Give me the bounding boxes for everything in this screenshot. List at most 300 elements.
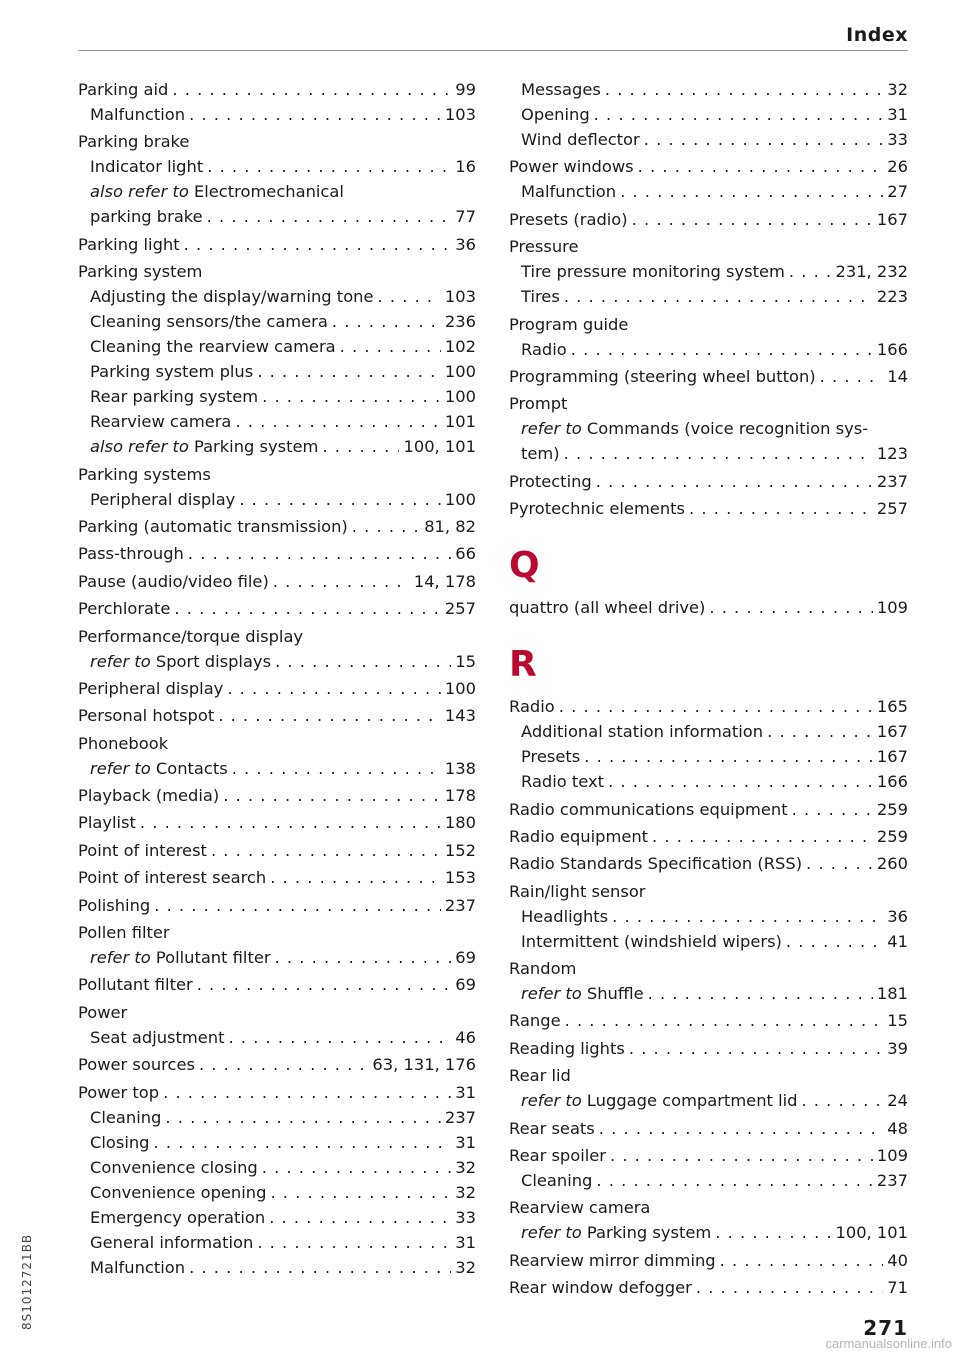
dot-leader bbox=[270, 868, 441, 887]
page-reference: 257 bbox=[876, 499, 908, 519]
cross-reference-label: refer to bbox=[90, 651, 151, 671]
dot-leader bbox=[820, 367, 884, 386]
page-reference: 24 bbox=[887, 1091, 908, 1111]
index-entry bbox=[78, 256, 476, 281]
dot-leader bbox=[223, 786, 441, 805]
page-reference: 14, 178 bbox=[413, 571, 476, 591]
page-reference: 32 bbox=[455, 1182, 476, 1202]
index-term: Rearview mirror dimming bbox=[509, 1250, 716, 1270]
index-subentry bbox=[509, 176, 908, 201]
index-term: Pause (audio/video file) bbox=[78, 571, 269, 591]
dot-leader bbox=[608, 772, 873, 791]
dot-leader bbox=[599, 1119, 883, 1138]
dot-leader bbox=[648, 984, 873, 1003]
index-subentry bbox=[78, 431, 476, 456]
index-term: Radio communications equipment bbox=[509, 799, 788, 819]
page-reference: 31 bbox=[455, 1132, 476, 1152]
index-subentry bbox=[509, 74, 908, 99]
cross-reference-label: also refer to bbox=[90, 182, 189, 202]
document-code: 8S1012721BB bbox=[20, 1233, 34, 1330]
dot-leader bbox=[610, 1146, 873, 1165]
index-term: Luggage compartment lid bbox=[586, 1091, 798, 1111]
index-subentry bbox=[78, 281, 476, 306]
index-term: Pressure bbox=[509, 237, 579, 257]
index-subentry bbox=[78, 1202, 476, 1227]
index-term: Parking system bbox=[78, 262, 203, 282]
page-reference: 33 bbox=[887, 130, 908, 149]
index-term: Rear parking system bbox=[90, 387, 259, 407]
page-reference: 39 bbox=[887, 1038, 908, 1058]
dot-leader bbox=[565, 1011, 884, 1030]
index-entry bbox=[509, 953, 908, 978]
page-reference: 260 bbox=[876, 854, 908, 874]
dot-leader bbox=[218, 706, 441, 725]
index-term: Sport displays bbox=[155, 651, 272, 671]
dot-leader bbox=[632, 210, 873, 229]
index-subentry bbox=[78, 356, 476, 381]
dot-leader bbox=[564, 287, 873, 306]
index-term: Messages bbox=[521, 80, 601, 99]
dot-leader bbox=[720, 1251, 884, 1270]
index-subentry bbox=[509, 281, 908, 306]
index-entry bbox=[509, 1140, 908, 1165]
index-term: Power windows bbox=[509, 157, 634, 177]
index-term: Intermittent (windshield wipers) bbox=[521, 931, 782, 951]
index-subentry bbox=[78, 306, 476, 331]
dot-leader bbox=[352, 517, 420, 536]
page-header-title: Index bbox=[846, 24, 908, 46]
page-reference: 167 bbox=[876, 722, 908, 742]
page-reference: 15 bbox=[455, 651, 476, 671]
dot-leader bbox=[629, 1039, 883, 1058]
index-subentry bbox=[78, 1227, 476, 1252]
dot-leader bbox=[709, 598, 873, 617]
index-entry bbox=[78, 890, 476, 915]
page-reference: 15 bbox=[887, 1011, 908, 1031]
dot-leader bbox=[140, 813, 441, 832]
watermark: carmanualsonline.info bbox=[825, 1336, 952, 1351]
dot-leader bbox=[211, 841, 441, 860]
index-term: Wind deflector bbox=[521, 130, 640, 149]
index-column-left bbox=[78, 74, 476, 1277]
index-term: Contacts bbox=[155, 758, 228, 778]
index-entry bbox=[509, 876, 908, 901]
cross-reference-label: refer to bbox=[90, 758, 151, 778]
page-reference: 180 bbox=[444, 813, 476, 833]
dot-leader bbox=[273, 572, 410, 591]
index-subentry bbox=[78, 331, 476, 356]
index-entry bbox=[509, 493, 908, 518]
page-reference: 237 bbox=[876, 1171, 908, 1191]
index-term: Radio bbox=[509, 697, 555, 717]
dot-leader bbox=[571, 340, 873, 359]
index-term: Rear spoiler bbox=[509, 1146, 606, 1166]
index-subentry bbox=[78, 1127, 476, 1152]
dot-leader bbox=[197, 975, 452, 994]
index-term: Polishing bbox=[78, 895, 151, 915]
dot-leader bbox=[229, 1028, 452, 1047]
page-reference: 138 bbox=[444, 758, 476, 778]
page-reference: 152 bbox=[444, 840, 476, 860]
index-term: Malfunction bbox=[90, 105, 186, 124]
index-term: Radio Standards Specification (RSS) bbox=[509, 854, 803, 874]
index-term: Cleaning bbox=[90, 1107, 162, 1127]
page-reference: 100 bbox=[444, 489, 476, 509]
page-reference: 143 bbox=[444, 706, 476, 726]
dot-leader bbox=[638, 157, 884, 176]
dot-leader bbox=[715, 1223, 831, 1242]
page-reference: 100, 101 bbox=[835, 1223, 908, 1243]
dot-leader bbox=[689, 499, 873, 518]
dot-leader bbox=[262, 1158, 452, 1177]
dot-leader bbox=[340, 337, 441, 356]
page-number: 271 bbox=[863, 1316, 908, 1340]
dot-leader bbox=[207, 207, 452, 226]
index-entry bbox=[78, 969, 476, 994]
index-term: Performance/torque display bbox=[78, 626, 304, 646]
page-reference: 181 bbox=[876, 984, 908, 1004]
index-entry bbox=[78, 728, 476, 753]
page-reference: 223 bbox=[876, 287, 908, 307]
cross-reference-label: also refer to bbox=[90, 437, 189, 457]
index-term: Rain/light sensor bbox=[509, 881, 646, 901]
index-term: Parking aid bbox=[78, 80, 169, 99]
page-reference: 40 bbox=[887, 1250, 908, 1270]
index-term: Power top bbox=[78, 1082, 160, 1102]
index-term: Perchlorate bbox=[78, 599, 171, 619]
index-term: Random bbox=[509, 959, 577, 979]
index-entry bbox=[509, 1033, 908, 1058]
dot-leader bbox=[564, 444, 873, 463]
index-entry bbox=[78, 700, 476, 725]
index-subentry bbox=[78, 381, 476, 406]
index-entry bbox=[509, 592, 908, 617]
page-reference: 14 bbox=[887, 366, 908, 386]
page-reference: 99 bbox=[455, 80, 476, 99]
index-subentry bbox=[78, 1152, 476, 1177]
index-term: Rear window defogger bbox=[509, 1278, 692, 1298]
page-reference: 165 bbox=[876, 697, 908, 717]
index-term: Point of interest bbox=[78, 840, 207, 860]
index-entry bbox=[509, 231, 908, 256]
dot-leader bbox=[199, 1055, 368, 1074]
page-reference: 26 bbox=[887, 157, 908, 177]
dot-leader bbox=[596, 472, 873, 491]
index-entry bbox=[78, 1049, 476, 1074]
index-term: Pyrotechnic elements bbox=[509, 499, 686, 519]
index-entry bbox=[78, 621, 476, 646]
index-term: Cleaning the rearview camera bbox=[90, 337, 336, 357]
index-term: Reading lights bbox=[509, 1038, 625, 1058]
index-subentry bbox=[509, 1165, 908, 1190]
index-subentry bbox=[78, 753, 476, 778]
header-divider bbox=[78, 50, 908, 51]
index-term: Convenience opening bbox=[90, 1182, 267, 1202]
index-term: Radio bbox=[521, 339, 567, 359]
page-reference: 66 bbox=[455, 544, 476, 564]
index-entry bbox=[78, 1077, 476, 1102]
index-subentry bbox=[509, 741, 908, 766]
index-subentry bbox=[78, 1252, 476, 1277]
page-reference: 63, 131, 176 bbox=[372, 1055, 476, 1075]
index-subentry bbox=[78, 151, 476, 176]
index-term: Rearview camera bbox=[90, 412, 232, 432]
dot-leader bbox=[792, 800, 873, 819]
index-entry bbox=[78, 74, 476, 99]
index-term: Personal hotspot bbox=[78, 706, 215, 726]
dot-leader bbox=[172, 80, 451, 99]
dot-leader bbox=[174, 599, 441, 618]
cross-reference-label: refer to bbox=[521, 419, 582, 439]
index-entry bbox=[78, 229, 476, 254]
page-reference: 109 bbox=[876, 598, 908, 618]
index-term: Presets bbox=[521, 747, 581, 767]
index-entry bbox=[509, 204, 908, 229]
page-reference: 237 bbox=[876, 471, 908, 491]
index-term: Parking (automatic transmission) bbox=[78, 516, 348, 536]
dot-leader bbox=[696, 1278, 883, 1297]
dot-leader bbox=[596, 1171, 873, 1190]
page-reference: 259 bbox=[876, 799, 908, 819]
index-subentry bbox=[78, 1022, 476, 1047]
page-reference: 153 bbox=[444, 868, 476, 888]
index-term: Tires bbox=[521, 287, 560, 307]
index-term: Parking systems bbox=[78, 464, 211, 484]
dot-leader bbox=[189, 105, 441, 124]
dot-leader bbox=[270, 1183, 451, 1202]
index-entry bbox=[509, 821, 908, 846]
index-subentry bbox=[509, 1085, 908, 1110]
page-reference: 167 bbox=[876, 747, 908, 767]
page-reference: 102 bbox=[444, 337, 476, 357]
dot-leader bbox=[612, 907, 883, 926]
index-subentry bbox=[78, 1177, 476, 1202]
index-subentry bbox=[509, 124, 908, 149]
page-reference: 33 bbox=[455, 1207, 476, 1227]
index-entry bbox=[509, 466, 908, 491]
index-term: Electromechanical bbox=[193, 182, 344, 202]
index-subentry bbox=[78, 484, 476, 509]
dot-leader bbox=[322, 437, 399, 456]
index-term: Power sources bbox=[78, 1055, 195, 1075]
index-term: Parking system bbox=[193, 437, 319, 457]
index-entry bbox=[78, 538, 476, 563]
page-reference: 36 bbox=[887, 906, 908, 926]
dot-leader bbox=[227, 679, 441, 698]
index-entry bbox=[509, 1192, 908, 1217]
index-subentry bbox=[78, 176, 476, 201]
index-term: Convenience closing bbox=[90, 1157, 258, 1177]
index-term: Protecting bbox=[509, 471, 592, 491]
index-entry bbox=[78, 673, 476, 698]
index-entry bbox=[78, 997, 476, 1022]
index-subentry bbox=[509, 256, 908, 281]
page-reference: 32 bbox=[887, 80, 908, 99]
dot-leader bbox=[257, 1233, 451, 1252]
index-entry bbox=[78, 780, 476, 805]
page-reference: 31 bbox=[455, 1232, 476, 1252]
page-reference: 259 bbox=[876, 826, 908, 846]
index-subentry bbox=[78, 646, 476, 671]
index-subentry bbox=[509, 766, 908, 791]
page-reference: 77 bbox=[455, 207, 476, 227]
dot-leader bbox=[767, 722, 873, 741]
index-entry bbox=[78, 459, 476, 484]
index-term: Pollutant filter bbox=[155, 948, 271, 968]
index-subentry bbox=[78, 406, 476, 431]
page-reference: 100, 101 bbox=[403, 437, 476, 457]
index-term: Peripheral display bbox=[90, 489, 236, 509]
page-reference: 71 bbox=[887, 1278, 908, 1298]
index-subentry bbox=[78, 201, 476, 226]
index-entry bbox=[78, 593, 476, 618]
index-entry bbox=[509, 151, 908, 176]
index-subentry bbox=[509, 1217, 908, 1242]
index-term: Rear lid bbox=[509, 1066, 571, 1086]
index-subentry bbox=[509, 926, 908, 951]
page-reference: 237 bbox=[444, 1107, 476, 1127]
page-reference: 166 bbox=[876, 339, 908, 359]
dot-leader bbox=[239, 490, 441, 509]
index-entry bbox=[509, 309, 908, 334]
page-reference: 46 bbox=[455, 1027, 476, 1047]
page-reference: 167 bbox=[876, 209, 908, 229]
page-reference: 100 bbox=[444, 387, 476, 407]
index-term: Pollen filter bbox=[78, 923, 170, 943]
index-subentry bbox=[509, 99, 908, 124]
index-entry bbox=[78, 126, 476, 151]
index-term: Parking system bbox=[586, 1223, 712, 1243]
index-subentry bbox=[78, 942, 476, 967]
dot-leader bbox=[188, 544, 451, 563]
dot-leader bbox=[644, 130, 884, 149]
page-reference: 101 bbox=[444, 412, 476, 432]
index-subentry bbox=[509, 334, 908, 359]
index-letter-heading: R bbox=[509, 644, 537, 686]
index-term: Seat adjustment bbox=[90, 1027, 225, 1047]
dot-leader bbox=[789, 262, 832, 281]
index-term: Presets (radio) bbox=[509, 209, 628, 229]
index-term: Indicator light bbox=[90, 157, 204, 177]
index-subentry bbox=[509, 413, 908, 438]
dot-leader bbox=[262, 387, 441, 406]
index-entry bbox=[509, 1005, 908, 1030]
index-term: quattro (all wheel drive) bbox=[509, 598, 706, 618]
cross-reference-label: refer to bbox=[521, 1223, 582, 1243]
index-entry bbox=[509, 1113, 908, 1138]
index-entry bbox=[509, 848, 908, 873]
page-reference: 32 bbox=[455, 1257, 476, 1277]
page-reference: 27 bbox=[887, 182, 908, 202]
index-entry bbox=[78, 511, 476, 536]
page-reference: 103 bbox=[444, 287, 476, 307]
index-term: Malfunction bbox=[521, 182, 617, 202]
index-term: Radio text bbox=[521, 772, 605, 792]
index-entry bbox=[78, 566, 476, 591]
dot-leader bbox=[605, 80, 883, 99]
index-entry bbox=[509, 1060, 908, 1085]
page-reference: 231, 232 bbox=[835, 262, 908, 282]
index-term: tem) bbox=[521, 444, 560, 464]
index-term: Cleaning bbox=[521, 1171, 593, 1191]
index-subentry bbox=[78, 99, 476, 124]
index-term: Playback (media) bbox=[78, 786, 220, 806]
index-term: Radio equipment bbox=[509, 826, 649, 846]
page-reference: 41 bbox=[887, 931, 908, 951]
cross-reference-label: refer to bbox=[521, 1091, 582, 1111]
index-term: Pollutant filter bbox=[78, 975, 193, 995]
page-reference: 166 bbox=[876, 772, 908, 792]
page-reference: 103 bbox=[444, 105, 476, 124]
dot-leader bbox=[154, 896, 441, 915]
dot-leader bbox=[207, 157, 451, 176]
index-term: Cleaning sensors/the camera bbox=[90, 312, 328, 332]
page-reference: 31 bbox=[887, 105, 908, 124]
index-term: Rear seats bbox=[509, 1118, 595, 1138]
index-term: Opening bbox=[521, 105, 590, 124]
index-term: Prompt bbox=[509, 394, 568, 414]
page-reference: 32 bbox=[455, 1157, 476, 1177]
index-term: Parking brake bbox=[78, 132, 190, 152]
page-reference: 31 bbox=[455, 1082, 476, 1102]
index-subentry bbox=[509, 901, 908, 926]
dot-leader bbox=[163, 1083, 451, 1102]
index-entry bbox=[509, 361, 908, 386]
index-term: Additional station information bbox=[521, 722, 764, 742]
page-reference: 100 bbox=[444, 678, 476, 698]
dot-leader bbox=[594, 105, 884, 124]
index-term: Phonebook bbox=[78, 733, 169, 753]
index-subentry bbox=[78, 1102, 476, 1127]
dot-leader bbox=[275, 652, 451, 671]
index-term: Shuffle bbox=[586, 984, 644, 1004]
page-reference: 48 bbox=[887, 1118, 908, 1138]
dot-leader bbox=[652, 827, 873, 846]
index-term: Playlist bbox=[78, 813, 136, 833]
index-entry bbox=[78, 807, 476, 832]
dot-leader bbox=[235, 412, 441, 431]
index-term: Peripheral display bbox=[78, 678, 224, 698]
index-term: Parking light bbox=[78, 234, 180, 254]
dot-leader bbox=[275, 948, 452, 967]
index-subentry bbox=[509, 978, 908, 1003]
dot-leader bbox=[232, 759, 441, 778]
index-subentry bbox=[509, 438, 908, 463]
dot-leader bbox=[378, 287, 441, 306]
index-term: Headlights bbox=[521, 906, 609, 926]
dot-leader bbox=[786, 932, 883, 951]
index-term: Tire pressure monitoring system bbox=[521, 262, 785, 282]
index-entry bbox=[509, 1245, 908, 1270]
page-reference: 100 bbox=[444, 362, 476, 382]
dot-leader bbox=[189, 1258, 451, 1277]
page-reference: 36 bbox=[455, 234, 476, 254]
cross-reference-label: refer to bbox=[521, 984, 582, 1004]
dot-leader bbox=[332, 312, 441, 331]
page-reference: 16 bbox=[455, 157, 476, 177]
index-term: Parking system plus bbox=[90, 362, 254, 382]
dot-leader bbox=[559, 697, 873, 716]
page-reference: 237 bbox=[444, 895, 476, 915]
index-entry bbox=[78, 862, 476, 887]
dot-leader bbox=[269, 1208, 451, 1227]
index-entry bbox=[509, 388, 908, 413]
dot-leader bbox=[584, 747, 873, 766]
page-reference: 236 bbox=[444, 312, 476, 332]
index-term: Malfunction bbox=[90, 1257, 186, 1277]
dot-leader bbox=[165, 1108, 441, 1127]
index-term: Commands (voice recognition sys- bbox=[586, 419, 869, 439]
